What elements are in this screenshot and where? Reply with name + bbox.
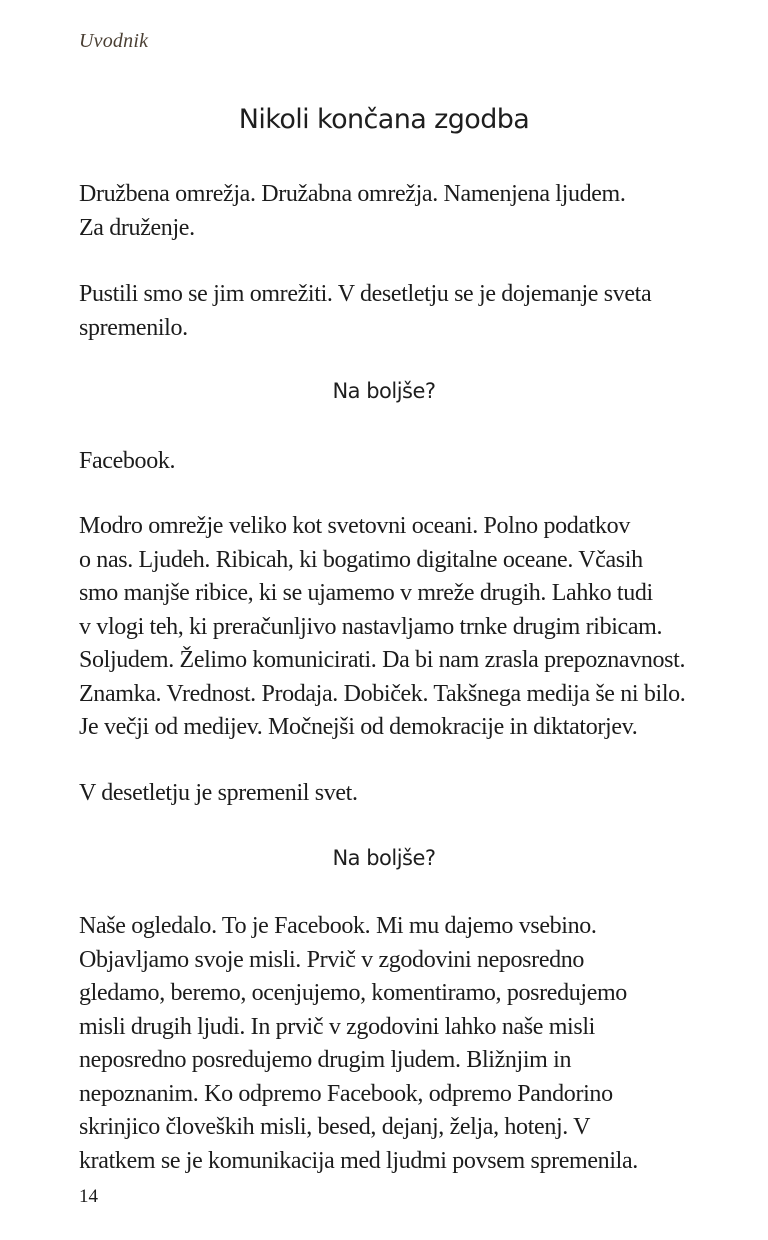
paragraph-4 [79, 510, 719, 745]
text-line: Objavljamo svoje misli. Prvič v zgodovini neposredno [79, 946, 585, 973]
text-line: Naše ogledalo. To je Facebook. Mi mu dajemo vsebino. [79, 913, 597, 939]
text-line: gledamo, beremo, ocenjujemo, komentiramo, posredujemo [79, 980, 627, 1006]
paragraph-1 [79, 178, 719, 245]
text-line: Soljudem. Želimo komunicirati. Da bi nam zrasla prepoznavnost. [79, 647, 686, 673]
text-line: kratkem se je komunikacija med ljudmi povsem spremenila. [79, 1147, 638, 1174]
text-line: neposredno posredujemo drugim ljudem. Bližnjim in [79, 1047, 572, 1073]
text-line: Za druženje. [79, 214, 195, 241]
subheading-2: Na boljše? [332, 846, 436, 870]
paragraph-5 [79, 777, 719, 811]
text-line: Facebook. [79, 448, 176, 474]
text-line: spremenilo. [79, 314, 188, 341]
text-line: Družbena omrežja. Družabna omrežja. Namenjena ljudem. [79, 181, 626, 207]
text-line: Je večji od medijev. Močnejši od demokracije in diktatorjev. [79, 714, 638, 740]
text-line: smo manjše ribice, ki se ujamemo v mreže drugih. Lahko tudi [79, 580, 653, 606]
paragraph-6 [79, 910, 719, 1178]
paragraph-3 [79, 445, 719, 479]
subheading-1: Na boljše? [332, 379, 436, 403]
paragraph-2 [79, 278, 719, 345]
text-line: skrinjico človeških misli, besed, dejanj, želja, hotenj. V [79, 1114, 591, 1140]
text-line: Modro omrežje veliko kot svetovni oceani. Polno podatkov [79, 513, 630, 539]
text-line: Pustili smo se jim omrežiti. V desetletju se je dojemanje sveta [79, 281, 652, 307]
text-line: nepoznanim. Ko odpremo Facebook, odpremo Pandorino [79, 1080, 613, 1107]
running-head: Uvodnik [79, 30, 149, 52]
text-line: v vlogi teh, ki preračunljivo nastavljamo trnke drugim ribicam. [79, 613, 663, 640]
chapter-title: Nikoli končana zgodba [238, 104, 530, 135]
text-line: o nas. Ljudeh. Ribicah, ki bogatimo digitalne oceane. Včasih [79, 546, 643, 573]
page-number: 14 [79, 1186, 98, 1207]
text-line: V desetletju je spremenil svet. [79, 780, 358, 806]
text-line: Znamka. Vrednost. Prodaja. Dobiček. Takšnega medija še ni bilo. [79, 680, 686, 707]
text-line: misli drugih ljudi. In prvič v zgodovini lahko naše misli [79, 1013, 595, 1040]
